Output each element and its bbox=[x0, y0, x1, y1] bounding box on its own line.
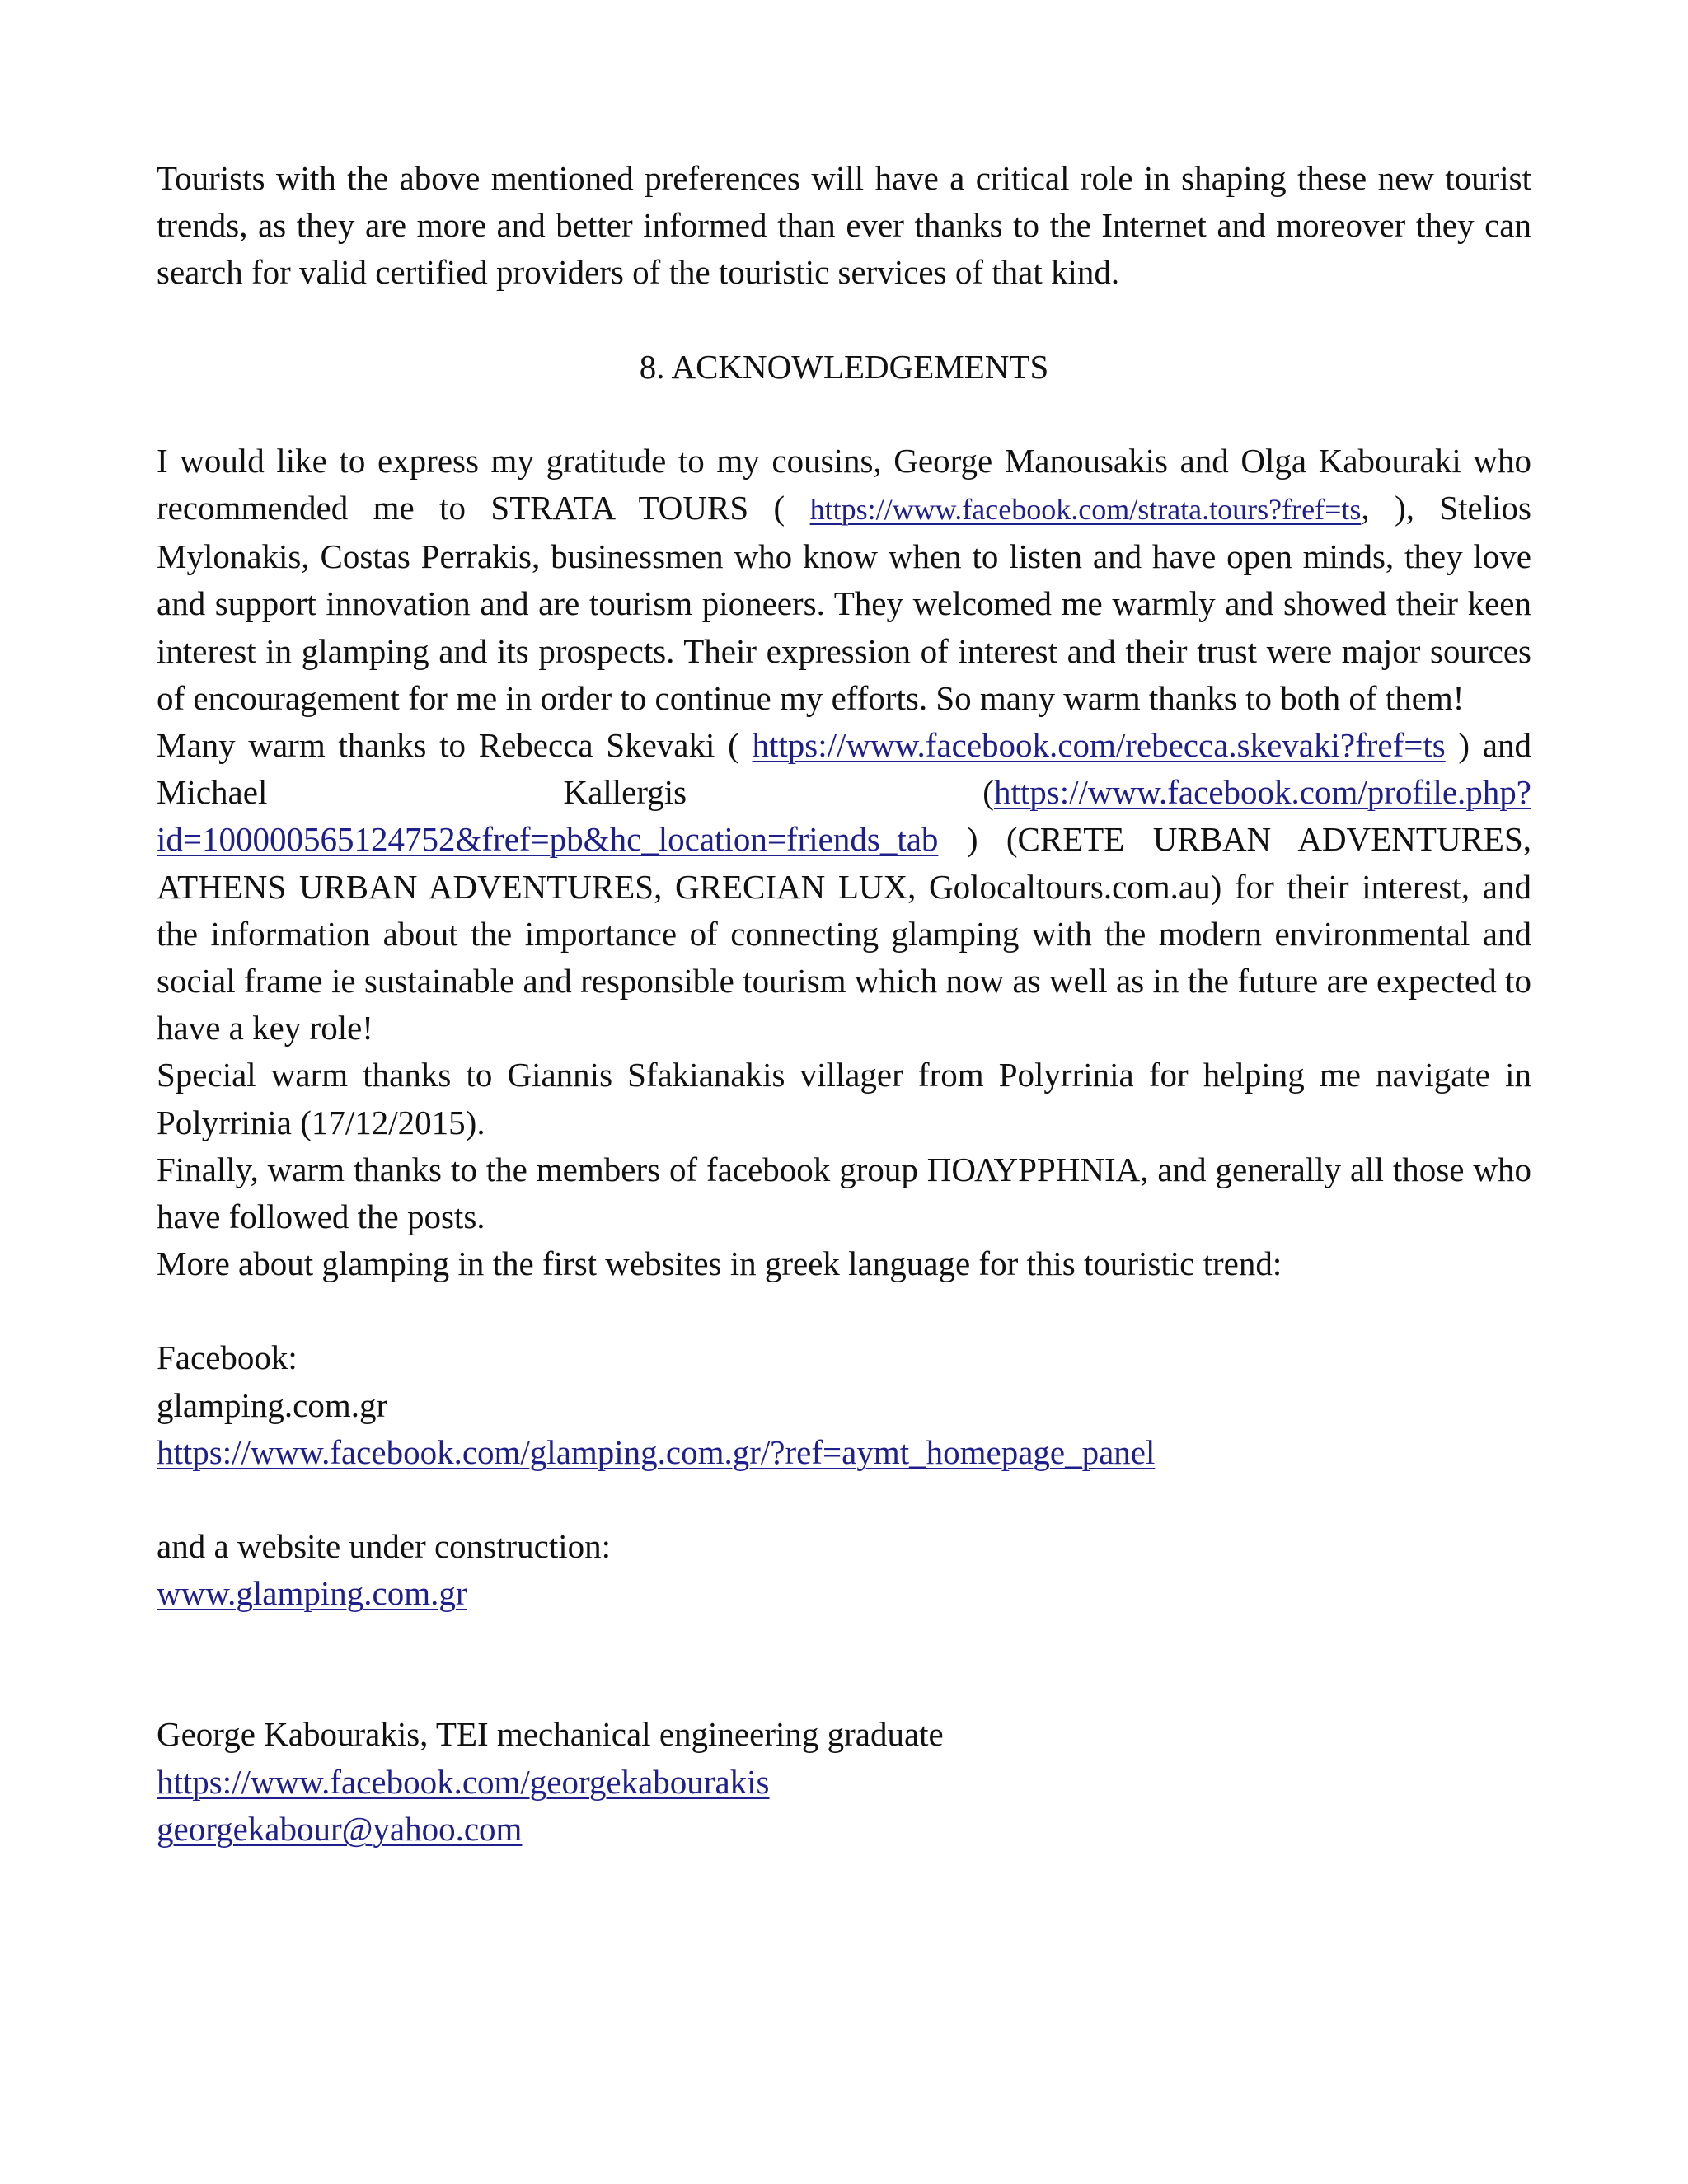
special-thanks-paragraph: Special warm thanks to Giannis Sfakianakis villager from Polyrrinia for helping me navigate in Polyrrinia (17/12/2015). bbox=[157, 1056, 1531, 1141]
facebook-glamping-link[interactable]: https://www.facebook.com/glamping.com.gr/?ref=aymt_homepage_panel bbox=[157, 1432, 1156, 1471]
strata-tours-link[interactable]: https://www.facebook.com/strata.tours?fref=ts bbox=[809, 493, 1362, 527]
thanks-text-end: ) (CRETE URBAN ADVENTURES, ATHENS URBAN ADVENTURES, GRECIAN LUX, Golocaltours.com.au) for their interest, and the information about the importance of connecting glamping with the modern environmental and social frame ie sustainable and responsible tourism which now as well as in the future are expected to have a key role! bbox=[157, 820, 1531, 1047]
spacer bbox=[157, 297, 1531, 344]
thanks-text-middle: ) and Michael Kallergis ( bbox=[157, 726, 1531, 812]
spacer bbox=[157, 1476, 1531, 1523]
author-email-link[interactable]: georgekabour@yahoo.com bbox=[157, 1809, 523, 1848]
spacer bbox=[157, 391, 1531, 438]
facebook-label: Facebook: bbox=[157, 1338, 298, 1377]
gratitude-text-end: , ), Stelios Mylonakis, Costas Perrakis, businessmen who know when to listen and have open minds, they love and support innovation and are tourism pioneers. They welcomed me warmly and showed their keen interest in glamping and its prospects. Their expression of interest and their trust were major sources of encouragement for me in order to continue my efforts. So many warm thanks to both of them! bbox=[157, 489, 1531, 717]
website-label: and a website under construction: bbox=[157, 1527, 612, 1566]
michael-kallergis-link[interactable]: https://www.facebook.com/profile.php?id=100000565124752&fref=pb&hc_location=friends_tab bbox=[157, 773, 1531, 859]
intro-paragraph: Tourists with the above mentioned preferences will have a critical role in shaping these new tourist trends, as they are more and better informed than ever thanks to the Internet and moreover they can search for valid certified providers of the touristic services of that kind. bbox=[157, 159, 1531, 292]
final-thanks-paragraph: Finally, warm thanks to the members of facebook group ΠΟΛΥΡΡΗΝΙΑ, and generally all those who have followed the posts. bbox=[157, 1150, 1531, 1236]
thanks-rebecca-michael-paragraph bbox=[157, 722, 1531, 1052]
gratitude-paragraph bbox=[157, 438, 1531, 722]
document-page bbox=[157, 155, 1531, 1853]
author-facebook-link[interactable]: https://www.facebook.com/georgekabourakis bbox=[157, 1762, 770, 1801]
facebook-page-name: glamping.com.gr bbox=[157, 1385, 388, 1424]
website-link[interactable]: www.glamping.com.gr bbox=[157, 1574, 467, 1613]
spacer bbox=[157, 1287, 1531, 1334]
author-name: George Kabourakis, TEI mechanical engineering graduate bbox=[157, 1715, 944, 1754]
section-heading: 8. ACKNOWLEDGEMENTS bbox=[639, 347, 1049, 386]
gratitude-text-start: I would like to express my gratitude to my cousins, George Manousakis and Olga Kabouraki who recommended me to STRATA TOURS ( bbox=[157, 441, 1531, 527]
more-about-paragraph: More about glamping in the first websites in greek language for this touristic trend: bbox=[157, 1244, 1282, 1283]
rebecca-skevaki-link[interactable]: https://www.facebook.com/rebecca.skevaki?fref=ts bbox=[752, 726, 1446, 765]
spacer bbox=[157, 1617, 1531, 1711]
thanks-text-start: Many warm thanks to Rebecca Skevaki ( bbox=[157, 726, 753, 765]
